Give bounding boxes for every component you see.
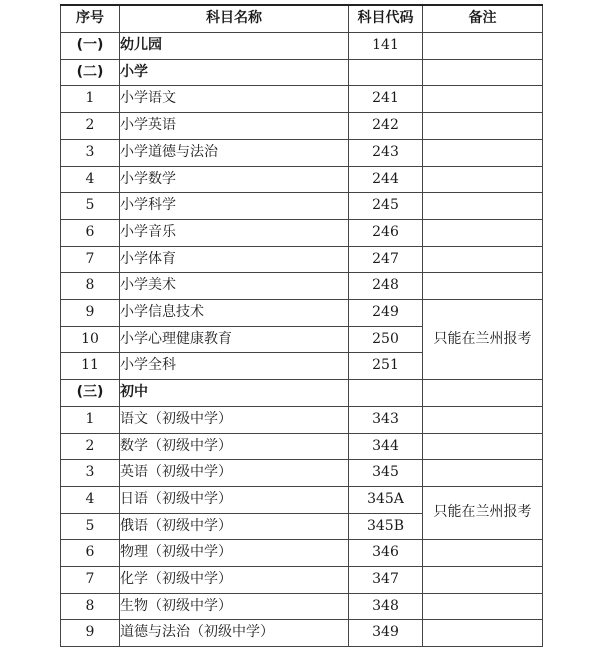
row-code: 248 bbox=[349, 273, 423, 300]
row-note bbox=[423, 59, 543, 86]
row-name: 小学信息技术 bbox=[120, 300, 349, 327]
row-note bbox=[423, 433, 543, 460]
row-no: 6 bbox=[61, 219, 120, 246]
row-code: 243 bbox=[349, 139, 423, 166]
row-no: 8 bbox=[61, 593, 120, 620]
row-name: 初中 bbox=[120, 380, 349, 407]
row-no: 10 bbox=[61, 326, 120, 353]
table-row bbox=[61, 460, 543, 487]
row-code: 348 bbox=[349, 593, 423, 620]
row-name: 小学科学 bbox=[120, 193, 349, 220]
row-name: 日语（初级中学） bbox=[120, 486, 349, 513]
subject-table bbox=[60, 4, 543, 647]
row-no: 5 bbox=[61, 193, 120, 220]
row-code: 141 bbox=[349, 33, 423, 60]
table-row bbox=[61, 486, 543, 513]
row-note bbox=[423, 86, 543, 113]
row-note bbox=[423, 193, 543, 220]
table-row bbox=[61, 166, 543, 193]
row-no: 7 bbox=[61, 567, 120, 594]
row-code: 246 bbox=[349, 219, 423, 246]
row-code: 349 bbox=[349, 620, 423, 647]
header-row bbox=[61, 5, 543, 33]
row-no: 4 bbox=[61, 486, 120, 513]
row-note bbox=[423, 273, 543, 300]
row-code: 345B bbox=[349, 513, 423, 540]
table-row bbox=[61, 219, 543, 246]
table-row bbox=[61, 273, 543, 300]
row-note bbox=[423, 567, 543, 594]
row-no: 1 bbox=[61, 86, 120, 113]
row-name: 小学英语 bbox=[120, 113, 349, 140]
row-name: 生物（初级中学） bbox=[120, 593, 349, 620]
table-row bbox=[61, 406, 543, 433]
row-no: 3 bbox=[61, 139, 120, 166]
note-lanzhou-only: 只能在兰州报考 bbox=[423, 486, 543, 539]
row-name: 小学全科 bbox=[120, 353, 349, 380]
cut-off-title-line bbox=[200, 0, 450, 3]
row-no: 8 bbox=[61, 273, 120, 300]
row-code: 346 bbox=[349, 540, 423, 567]
row-name: 语文（初级中学） bbox=[120, 406, 349, 433]
row-note bbox=[423, 139, 543, 166]
row-name: 幼儿园 bbox=[120, 33, 349, 60]
row-no: 2 bbox=[61, 433, 120, 460]
row-note bbox=[423, 33, 543, 60]
row-name: 俄语（初级中学） bbox=[120, 513, 349, 540]
table-row bbox=[61, 567, 543, 594]
row-no: 9 bbox=[61, 620, 120, 647]
row-no: 7 bbox=[61, 246, 120, 273]
row-no: 5 bbox=[61, 513, 120, 540]
row-name: 英语（初级中学） bbox=[120, 460, 349, 487]
row-no: 4 bbox=[61, 166, 120, 193]
row-name: 化学（初级中学） bbox=[120, 567, 349, 594]
table-row bbox=[61, 113, 543, 140]
table-row bbox=[61, 620, 543, 647]
row-name: 小学体育 bbox=[120, 246, 349, 273]
row-no: 2 bbox=[61, 113, 120, 140]
row-code: 245 bbox=[349, 193, 423, 220]
row-note bbox=[423, 113, 543, 140]
header-no: 序号 bbox=[61, 5, 120, 33]
row-note bbox=[423, 166, 543, 193]
row-code: 343 bbox=[349, 406, 423, 433]
section-row-junior-high bbox=[61, 380, 543, 407]
row-code: 347 bbox=[349, 567, 423, 594]
row-no: 11 bbox=[61, 353, 120, 380]
row-note bbox=[423, 593, 543, 620]
row-name: 小学音乐 bbox=[120, 219, 349, 246]
header-code: 科目代码 bbox=[349, 5, 423, 33]
row-code bbox=[349, 380, 423, 407]
row-note bbox=[423, 246, 543, 273]
row-no: 9 bbox=[61, 300, 120, 327]
row-note bbox=[423, 406, 543, 433]
row-code: 251 bbox=[349, 353, 423, 380]
row-note bbox=[423, 620, 543, 647]
row-name: 小学 bbox=[120, 59, 349, 86]
row-code: 249 bbox=[349, 300, 423, 327]
row-no: 6 bbox=[61, 540, 120, 567]
row-name: 道德与法治（初级中学） bbox=[120, 620, 349, 647]
row-note bbox=[423, 219, 543, 246]
row-code bbox=[349, 59, 423, 86]
row-no: (二) bbox=[61, 59, 120, 86]
row-code: 250 bbox=[349, 326, 423, 353]
row-name: 小学美术 bbox=[120, 273, 349, 300]
row-name: 小学语文 bbox=[120, 86, 349, 113]
section-row-primary bbox=[61, 59, 543, 86]
row-no: (一) bbox=[61, 33, 120, 60]
table-row bbox=[61, 86, 543, 113]
table-row bbox=[61, 246, 543, 273]
table-row bbox=[61, 139, 543, 166]
header-note: 备注 bbox=[423, 5, 543, 33]
note-lanzhou-only: 只能在兰州报考 bbox=[423, 300, 543, 380]
table-row bbox=[61, 540, 543, 567]
table-row bbox=[61, 193, 543, 220]
row-note bbox=[423, 380, 543, 407]
table-row bbox=[61, 433, 543, 460]
header-name: 科目名称 bbox=[120, 5, 349, 33]
row-name: 小学心理健康教育 bbox=[120, 326, 349, 353]
row-code: 345A bbox=[349, 486, 423, 513]
row-no: 1 bbox=[61, 406, 120, 433]
table-row bbox=[61, 300, 543, 327]
row-name: 小学道德与法治 bbox=[120, 139, 349, 166]
row-code: 344 bbox=[349, 433, 423, 460]
section-row-kindergarten bbox=[61, 33, 543, 60]
table-row bbox=[61, 593, 543, 620]
row-note bbox=[423, 540, 543, 567]
row-code: 242 bbox=[349, 113, 423, 140]
row-name: 数学（初级中学） bbox=[120, 433, 349, 460]
row-note bbox=[423, 460, 543, 487]
row-code: 241 bbox=[349, 86, 423, 113]
row-name: 小学数学 bbox=[120, 166, 349, 193]
row-no: (三) bbox=[61, 380, 120, 407]
row-name: 物理（初级中学） bbox=[120, 540, 349, 567]
row-code: 244 bbox=[349, 166, 423, 193]
row-no: 3 bbox=[61, 460, 120, 487]
row-code: 345 bbox=[349, 460, 423, 487]
row-code: 247 bbox=[349, 246, 423, 273]
